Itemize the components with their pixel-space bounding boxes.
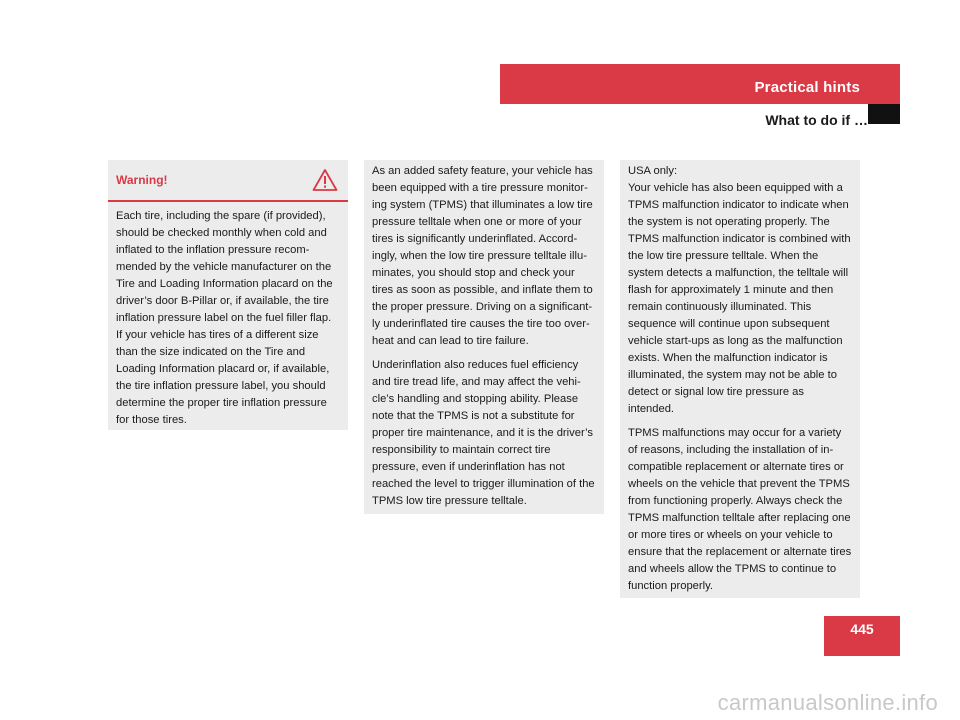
usa-only-panel	[620, 160, 860, 598]
page-number: 445	[850, 621, 874, 637]
warning-box	[108, 160, 348, 430]
watermark: carmanualsonline.info	[717, 690, 938, 715]
warning-header	[108, 160, 348, 202]
warning-title: Warning!	[116, 173, 168, 187]
usa-only-label: USA only:	[628, 165, 678, 177]
tpms-paragraph: As an added safety feature, your vehicle has been equipped with a tire pressure monitoring system (TPMS) that illuminates a low tire pressure telltale when one or more of your tires is significantly underinflated. Accordingly, when the low tire pressure telltale illuminates, you should stop and check your tires as soon as possible, and inflate them to the proper pressure. Driving on a significantly underinflated tire causes the tire too overheat and can lead to tire failure.	[372, 165, 593, 347]
page-number-box	[824, 616, 900, 656]
malfunction-indicator-paragraph: Your vehicle has also been equipped with a TPMS malfunction indicator to indicate when the system is not operating properly. The TPMS malfunction indicator is combined with the low tire pressure telltale. When the system detects a malfunction, the telltale will flash for approximately 1 minute and then remain continuously illuminated. This sequence will continue upon subsequent vehicle start-ups as long as the malfunction exists. When the malfunction indicator is illuminated, the system may not be able to detect or signal low tire pressure as intended.	[628, 182, 851, 415]
warning-triangle-icon	[312, 168, 338, 192]
section-title: Practical hints	[754, 79, 860, 96]
section-subtitle: What to do if …	[765, 112, 868, 128]
tpms-info-panel	[364, 160, 604, 514]
underinflation-paragraph: Underinflation also reduces fuel efficiency and tire tread life, and may affect the vehicle’s handling and stopping ability. Please note that the TPMS is not a substitute for proper tire maintenance, and it is the driver’s responsibility to maintain correct tire pressure, even if underinflation has not reached the level to trigger illumination of the TPMS low tire pressure telltale.	[372, 359, 595, 507]
header-band	[500, 64, 900, 104]
page-edge-marker	[868, 104, 900, 124]
warning-text: Each tire, including the spare (if provided), should be checked monthly when cold and inflated to the inflation pressure recommended by the vehicle manufacturer on the Tire and Loading Information placard on the driver’s door B-Pillar or, if available, the tire inflation pressure label on the fuel filler flap. If your vehicle has tires of a different size than the size indicated on the Tire and Loading Information placard or, if available, the tire inflation pressure label, you should determine the proper tire inflation pressure for those tires.	[116, 210, 333, 426]
malfunction-causes-paragraph: TPMS malfunctions may occur for a variety of reasons, including the installation of incompatible replacement or alternate tires or wheels on the vehicle that prevent the TPMS from functioning properly. Always check the TPMS malfunction telltale after replacing one or more tires or wheels on your vehicle to ensure that the replacement or alternate tires and wheels allow the TPMS to continue to function properly.	[628, 427, 852, 592]
